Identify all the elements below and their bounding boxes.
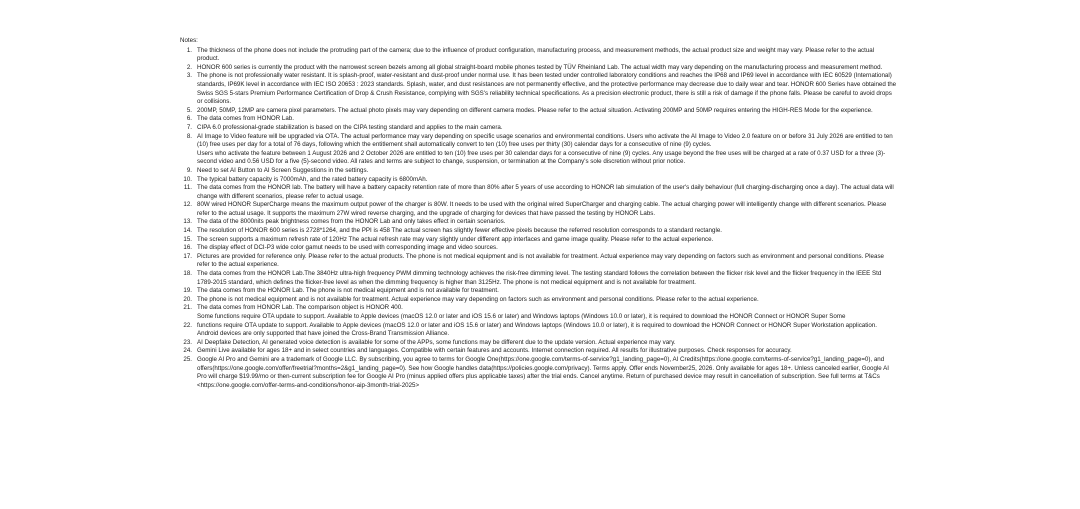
note-number: 3. xyxy=(186,72,192,80)
note-item xyxy=(180,356,898,390)
note-item xyxy=(180,253,898,270)
note-number: 16. xyxy=(183,244,192,252)
note-item xyxy=(180,347,898,356)
note-item xyxy=(180,296,898,305)
note-item xyxy=(180,167,898,176)
note-number: 19. xyxy=(183,287,192,295)
note-item xyxy=(180,270,898,287)
note-text: The data comes from HONOR Lab. xyxy=(197,115,294,123)
note-number: 12. xyxy=(183,201,192,209)
note-number: 17. xyxy=(183,252,192,260)
note-text: 200MP, 50MP, 12MP are camera pixel parameters. The actual photo pixels may vary depending on different camera modes. Please refer to the actual situation. Activating 200MP and 50MP requires entering the HIGH-RES Mode for the experience. xyxy=(197,106,873,114)
note-text: 80W wired HONOR SuperCharge means the maximum output power of the charger is 80W. It needs to be used with the original wired SuperCharger and charging cable. The actual charging power will intelligently change with different scenarios. Please refer to the actual usage. It supports the maximum 27W wired reverse charging, and the upgrade of charging for devices that have passed the testing by HONOR Labs. xyxy=(197,201,887,217)
note-item xyxy=(180,236,898,245)
note-item xyxy=(180,115,898,124)
note-number: 18. xyxy=(183,270,192,278)
note-text: The data comes from the HONOR lab. The battery will have a battery capacity retention rate of more than 80% after 5 years of use according to HONOR lab simulation of the user's daily behaviour (full charging-discharging once a day). The actual data will change with different scenarios, please refer to actual usage. xyxy=(197,184,894,200)
note-text: AI Deepfake Detection, AI generated voice detection is available for some of the APPs, some functions may be different due to the update version. Actual experience may vary. xyxy=(197,338,676,346)
note-text: CIPA 6.0 professional-grade stabilization is based on the CIPA testing standard and applies to the main camera. xyxy=(197,123,503,131)
note-text: The data of the 8000nits peak brightness comes from the HONOR Lab and only takes effect in certain scenarios. xyxy=(197,218,506,226)
note-item xyxy=(180,64,898,73)
note-number: 6. xyxy=(186,115,192,123)
note-number: 11. xyxy=(183,184,192,192)
note-number: 13. xyxy=(183,218,192,226)
note-text: functions require OTA update to support. Available to Apple devices (macOS 12.0 or later and iOS 15.6 or later) and Windows laptops (Windows 10.0 or later), it is required to download the HONOR Connect or HONOR Super Workstation application. Android devices are only supported that have joined the Cross-Brand Transmission Alliance. xyxy=(197,321,877,338)
note-text: The resolution of HONOR 600 series is 2728*1264, and the PPI is 458 The actual screen has slightly fewer effective pixels because the referred resolution corresponds to a standard rectangle. xyxy=(197,227,722,235)
note-number: 2. xyxy=(186,63,192,71)
note-text: Some functions require OTA update to support. Available to Apple devices (macOS 12.0 or later and iOS 15.6 or later) and Windows laptops (Windows 10.0 or later), it is required to download the HONOR Connect or HONOR Super Some xyxy=(197,313,846,320)
note-item xyxy=(180,304,898,313)
note-text: The phone is not professionally water resistant. It is splash-proof, water-resistant and dust-proof under normal use. It has been tested under controlled laboratory conditions and reaches the IP68 and IP69 level in accordance with IEC 60529 (International) standards, IP69K level in accordance with IEC ISO 20653 : 2023 standards. Splash, water, and dust resistances are not permanently effective, and the protective performance may decrease due to daily wear and tear. HONOR 600 Series have obtained the Swiss SGS 5-stars Premium Performance Certification of Drop & Crush Resistance, complying with SGS's reliability technical specifications. As a precision electronic product, there is still a risk of damage if the phone falls. Please be careful to avoid drops or collisions. xyxy=(197,72,897,106)
note-item xyxy=(180,339,898,348)
note-item xyxy=(180,107,898,116)
note-text: The data comes from the HONOR Lab.The 3840Hz ultra-high frequency PWM dimming technology achieves the risk-free dimming level. The testing standard follows the correlation between the flicker risk level and the flicker frequency in the IEEE Std 1789-2015 standard, which defines the flicker-free level as when the dimming frequency is higher than 3125Hz. The phone is not medical equipment and is not available for treatment. xyxy=(197,270,882,286)
note-item xyxy=(180,150,898,167)
note-item xyxy=(180,227,898,236)
note-number: 5. xyxy=(186,106,192,114)
note-text: Pictures are provided for reference only. Please refer to the actual products. The phone is not medical equipment and is not available for treatment. Actual experience may vary depending on factors such as environment and personal conditions. Please refer to the actual experience. xyxy=(197,252,884,269)
note-item xyxy=(180,201,898,218)
note-item xyxy=(180,218,898,227)
note-number: 10. xyxy=(183,175,192,183)
note-number: 7. xyxy=(186,123,192,131)
note-item xyxy=(180,124,898,133)
note-number: 8. xyxy=(186,132,192,140)
notes-list xyxy=(180,47,898,391)
note-text: Gemini Live available for ages 18+ and in select countries and languages. Compatible with certain features and accounts. Internet connection required. All results for illustrative purposes. Check responses for accuracy. xyxy=(197,347,792,355)
note-text: The typical battery capacity is 7000mAh, and the rated battery capacity is 6800mAh. xyxy=(197,175,428,183)
note-number: 23. xyxy=(183,338,192,346)
note-item xyxy=(180,176,898,185)
note-item xyxy=(180,133,898,150)
note-text: The display effect of DCI-P3 wide color gamut needs to be used with corresponding image and video sources. xyxy=(197,244,498,252)
note-item xyxy=(180,322,898,339)
note-text: Need to set AI Button to AI Screen Suggestions in the settings. xyxy=(197,166,369,174)
note-number: 1. xyxy=(186,46,192,54)
note-text: AI Image to Video feature will be upgraded via OTA. The actual performance may vary depending on specific usage scenarios and environmental conditions. Users who activate the AI Image to Video 2.0 feature on or before 31 July 2026 are entitled to ten (10) free uses per day for a total of 76 days, following which the entitlement shall automatically convert to ten (10) free uses per thirty (30) calendar days for a consecutive of nine (9) cycles. xyxy=(197,132,893,149)
note-text: The screen supports a maximum refresh rate of 120Hz The actual refresh rate may vary slightly under different app interfaces and game image quality. Please refer to the actual experience. xyxy=(197,235,714,243)
note-number: 22. xyxy=(183,321,192,329)
note-number: 24. xyxy=(183,347,192,355)
note-item xyxy=(180,244,898,253)
note-text: The data comes from the HONOR Lab. The phone is not medical equipment and is not available for treatment. xyxy=(197,287,499,295)
note-number: 14. xyxy=(183,227,192,235)
note-text: The thickness of the phone does not include the protruding part of the camera; due to the influence of product configuration, manufacturing process, and measurement methods, the actual product size and weight may vary. Please refer to the actual product. xyxy=(197,46,875,63)
note-text: HONOR 600 series is currently the product with the narrowest screen bezels among all global straight-board mobile phones tested by TÜV Rheinland Lab. The actual width may vary depending on the manufacturing process and measurement method. xyxy=(197,63,883,71)
note-item xyxy=(180,72,898,106)
note-number: 20. xyxy=(183,295,192,303)
notes-section xyxy=(180,37,898,390)
note-item xyxy=(180,47,898,64)
note-text: The data comes from HONOR Lab. The comparison object is HONOR 400. xyxy=(197,304,403,312)
notes-title: Notes: xyxy=(180,37,198,44)
note-text: The phone is not medical equipment and is not available for treatment. Actual experience may vary depending on factors such as environment and personal conditions. Please refer to the actual experience. xyxy=(197,295,759,303)
note-text: Users who activate the feature between 1 August 2026 and 2 October 2026 are entitled to ten (10) free uses per 30 calendar days for a consecutive of nine (9) cycles. Any usage beyond the free uses will be charged at a rate of 0.37 USD for a three (3)-second video and 0.56 USD for a five (5)-second video. All rates and terms are subject to change, suspension, or termination at the Company's sole discretion without prior notice. xyxy=(197,149,886,166)
note-number: 15. xyxy=(183,235,192,243)
note-item xyxy=(180,287,898,296)
note-item xyxy=(180,313,898,322)
note-text: Google AI Pro and Gemini are a trademark of Google LLC. By subscribing, you agree to terms for Google One(https://one.google.com/terms-of-service?g1_landing_page=0), AI Credits(https://one.google.com/terms-of-service?g1_landing_page=0), and offers(https://one.google.com/offer/freetrial?months=2&g1_landing_page=0). See how Google handles data(https://policies.google.com/privacy). Terms apply. Offer ends November25, 2026. Only available for ages 18+. Unless canceled earlier, Google AI Pro will charge $19.99/mo or then-current subscription fee for Google AI Pro (minus applied offers plus applicable taxes) after the trial ends. Cancel anytime. Return of purchased device may result in cancellation of subscription. See full terms at T&Cs <https://one.google.com/offer-terms-and-conditions/honor-aip-3month-trial-2025> xyxy=(197,355,889,389)
note-number: 25. xyxy=(183,355,192,363)
note-number: 21. xyxy=(183,304,192,312)
note-item xyxy=(180,184,898,201)
note-number: 9. xyxy=(186,166,192,174)
